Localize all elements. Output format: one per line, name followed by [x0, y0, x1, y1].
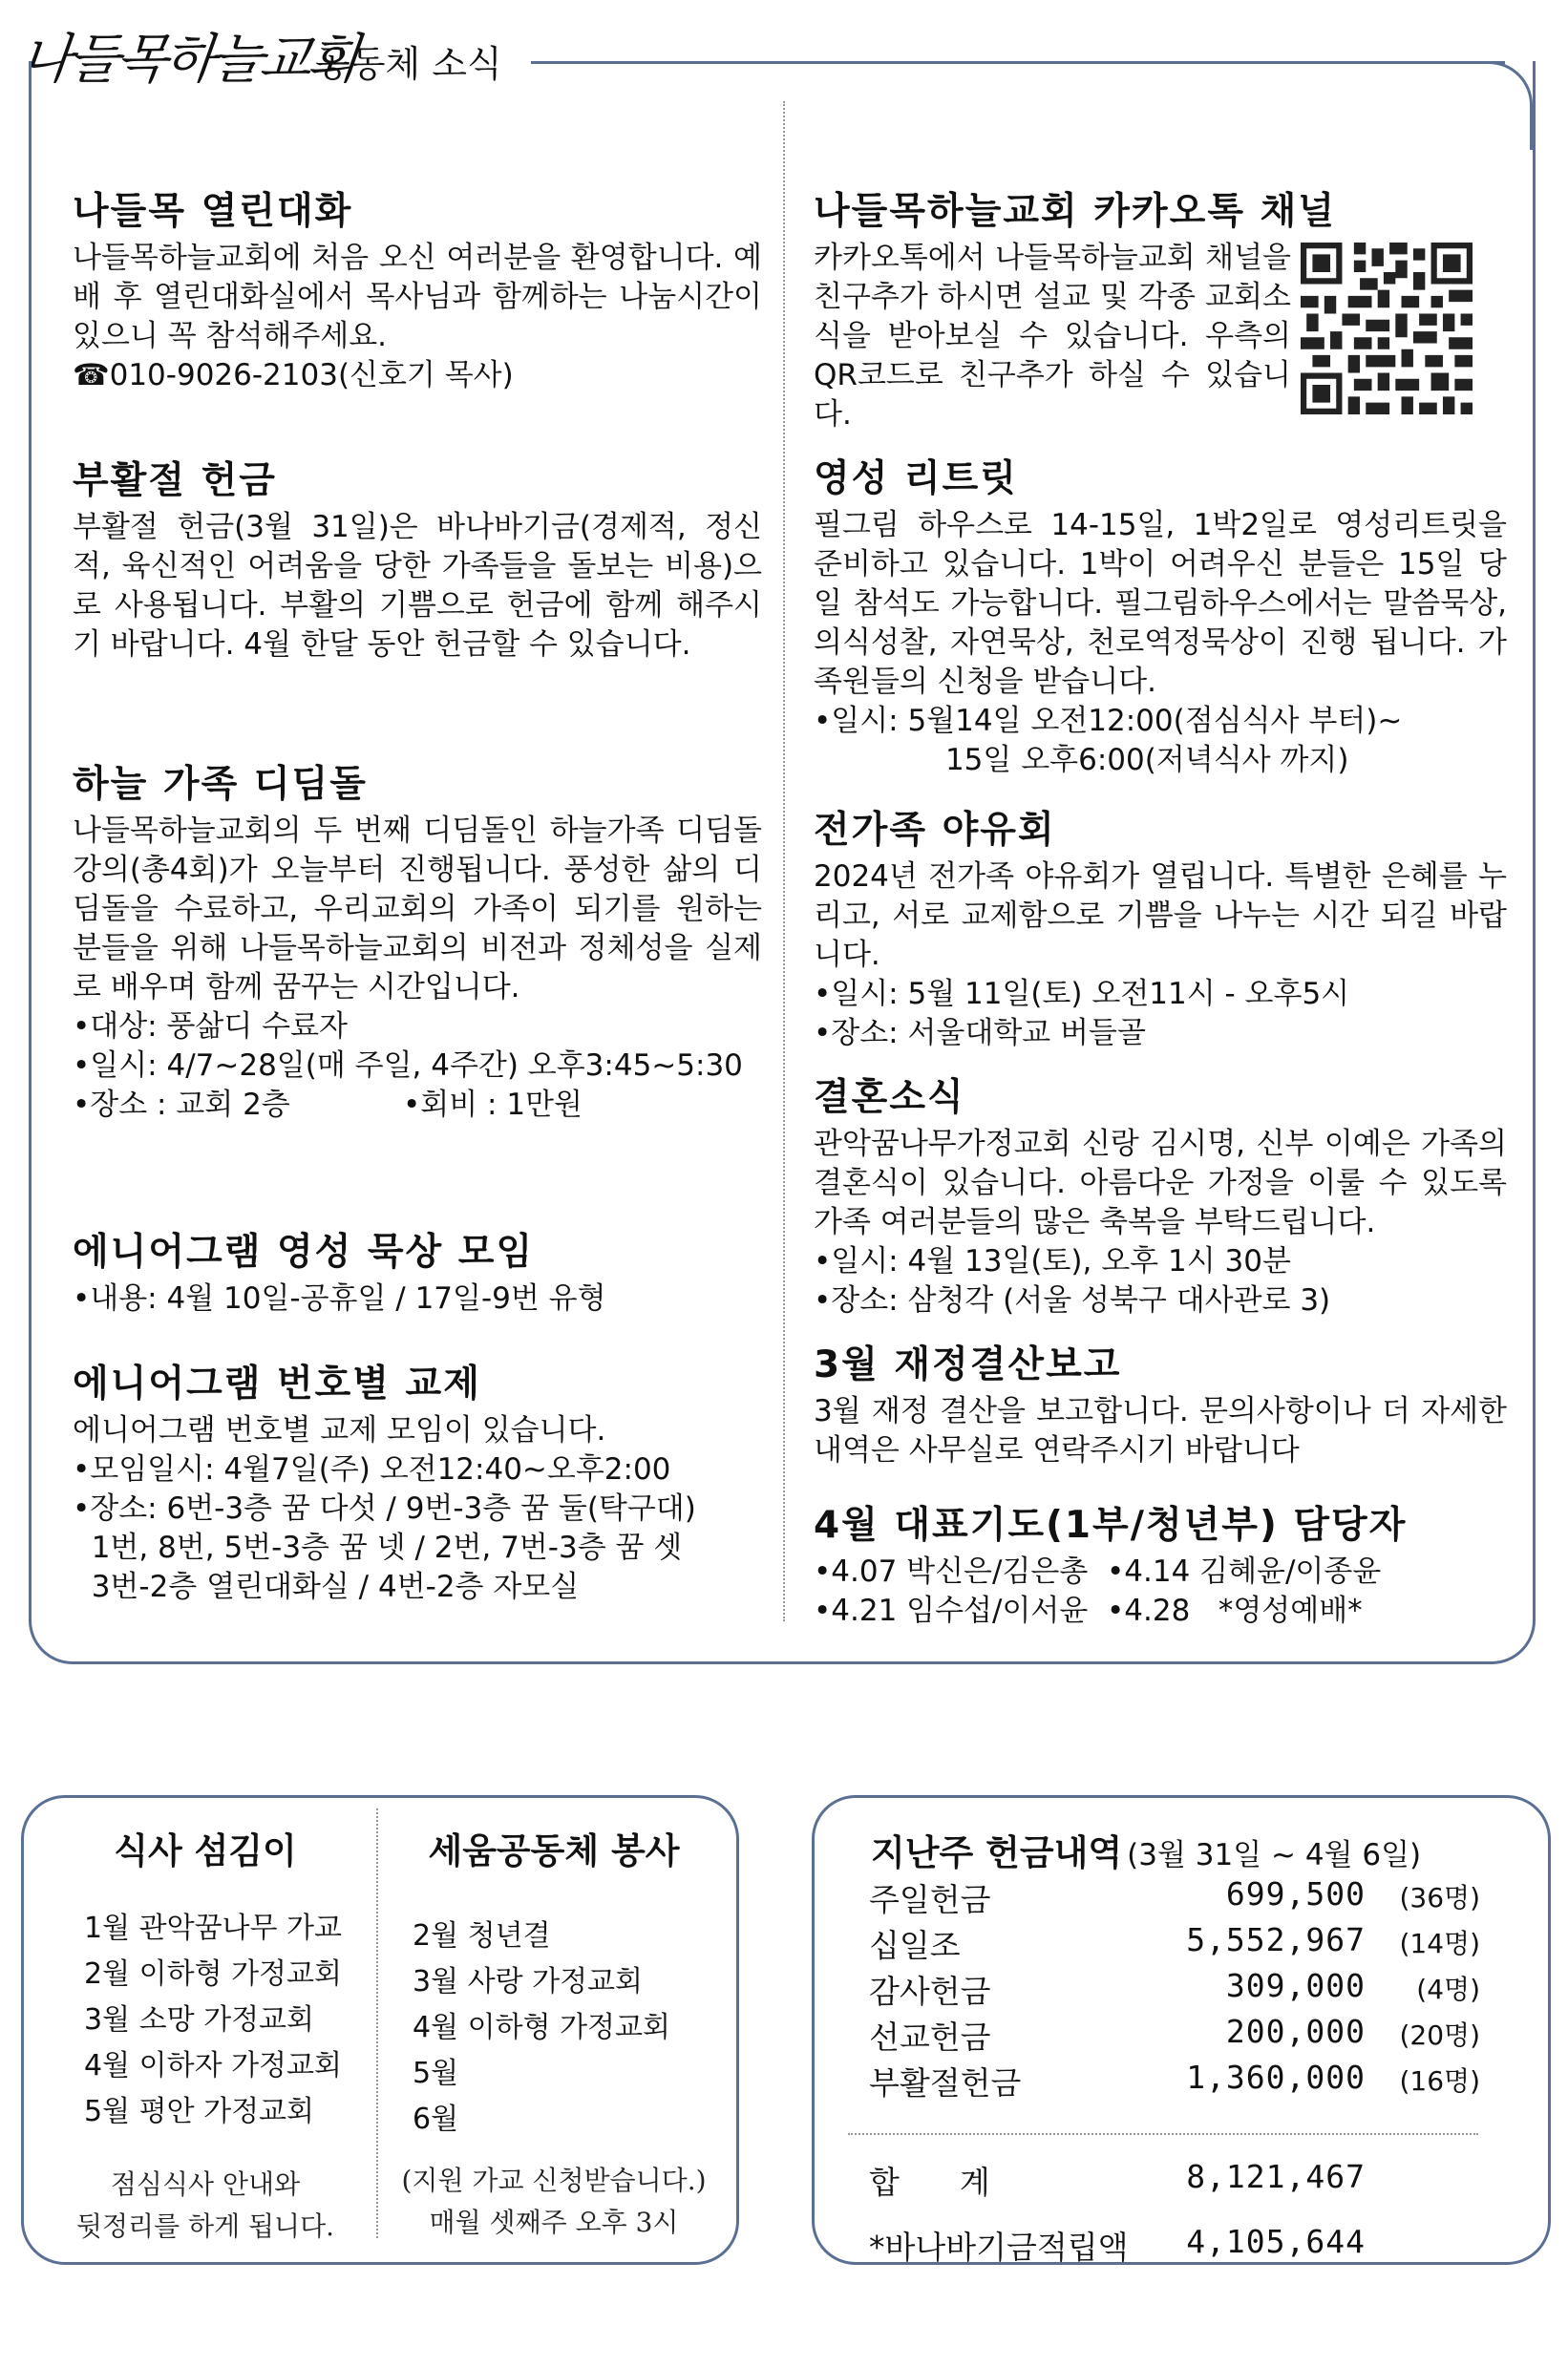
- offering-count: (14명): [1399, 1928, 1480, 1959]
- section-wedding-news: [814, 1068, 1507, 1321]
- list-item: •장소: 6번-3층 꿈 다섯 / 9번-3층 꿈 둘(탁구대): [73, 1491, 696, 1526]
- offering-row: [869, 2013, 1480, 2057]
- offering-row: [869, 1875, 1480, 1919]
- section-title: 부활절 헌금: [73, 459, 277, 502]
- offering-title: 지난주 헌금내역: [871, 1832, 1123, 1873]
- section-kakao-channel: [814, 181, 1336, 434]
- note-line: 점심식사 안내와: [110, 2168, 301, 2200]
- list-item: •일시: 4/7~28일(매 주일, 4주간) 오후3:45~5:30: [73, 1048, 743, 1083]
- offering-count: (4명): [1416, 1974, 1480, 2005]
- offering-header: [871, 1824, 1421, 1875]
- list-item: •4.21 임수섭/이서윤 •4.28 *영성예배*: [814, 1594, 1363, 1628]
- section-title: 결혼소식: [814, 1076, 965, 1119]
- fund-label: *바나바기금적립액: [869, 2229, 1129, 2266]
- list-item: •내용: 4월 10일-공휴일 / 17일-9번 유형: [73, 1281, 606, 1316]
- offering-row: [869, 1921, 1480, 1965]
- total-amount: 8,121,467: [1186, 2158, 1366, 2195]
- list-item: •장소: 삼청각 (서울 성북구 대사관로 3): [814, 1283, 1331, 1318]
- church-logo: 나들목하늘교회: [17, 29, 359, 91]
- section-title: 에니어그램 번호별 교제: [73, 1363, 481, 1406]
- list-item: 5월: [413, 2057, 459, 2090]
- list-item: 3월 사랑 가정교회: [413, 1965, 644, 1998]
- list-item: 4월 이하형 가정교회: [413, 2011, 670, 2044]
- section-body: 나들목하늘교회의 두 번째 디딤돌인 하늘가족 디딤돌 강의(총4회)가 오늘부터 진행됩니다. 풍성한 삶의 디딤돌을 수료하고, 우리교회의 가족이 되기를 원하는 분들을 위해 나들목하늘교회의 비전과 정체성을 실제로 배우며 함께 꿈꾸는 시간입니다.: [73, 814, 762, 1004]
- list-item: 에니어그램 번호별 교제 모임이 있습니다.: [73, 1413, 606, 1448]
- page-subtitle: 공동체 소식: [315, 43, 502, 85]
- section-enneagram-fellowship: [73, 1354, 762, 1607]
- offering-row: [869, 2059, 1480, 2103]
- list-item: •일시: 5월14일 오전12:00(점심식사 부터)~: [814, 704, 1403, 738]
- list-item: 3번-2층 열린대화실 / 4번-2층 자모실: [73, 1570, 580, 1604]
- list-item: 15일 오후6:00(저녁식사 까지): [814, 743, 1349, 777]
- section-title: 영성 리트릿: [814, 457, 1018, 500]
- note-line: (지원 가교 신청받습니다.): [401, 2165, 707, 2196]
- section-title: 에니어그램 영성 묵상 모임: [73, 1231, 535, 1274]
- offering-amount: 200,000: [1225, 2013, 1366, 2050]
- list-item: •대상: 풍삶디 수료자: [73, 1009, 349, 1044]
- section-title: 4월 대표기도(1부/청년부) 담당자: [814, 1504, 1408, 1547]
- offering-amount: 309,000: [1225, 1967, 1366, 2004]
- column-divider: [783, 101, 786, 1621]
- section-body: 부활절 헌금(3월 31일)은 바나바기금(경제적, 정신적, 육신적인 어려움을 당한 가족들을 돌보는 비용)으로 사용됩니다. 부활의 기쁨으로 헌금에 함께 해주시기 바랍니다. 4월 한달 동안 헌금할 수 있습니다.: [73, 510, 762, 662]
- list-item: •모임일시: 4월7일(주) 오전12:40~오후2:00: [73, 1452, 671, 1487]
- section-open-talk: [73, 181, 762, 395]
- list-item: 1번, 8번, 5번-3층 꿈 넷 / 2번, 7번-3층 꿈 셋: [73, 1531, 683, 1565]
- offering-amount: 5,552,967: [1186, 1921, 1366, 1958]
- offering-name: 주일헌금: [869, 1881, 991, 1918]
- list-item: •장소 : 교회 2층 •회비 : 1만원: [73, 1088, 583, 1122]
- section-body: 필그림 하우스로 14-15일, 1박2일로 영성리트릿을 준비하고 있습니다. 1박이 어려우신 분들은 15일 당일 참석도 가능합니다. 필그림하우스에서는 말씀묵상, 의식성찰, 자연묵상, 천로역정묵상이 진행 됩니다. 가족원들의 신청을 받습니다.: [814, 508, 1507, 699]
- offering-count: (36명): [1399, 1882, 1480, 1913]
- section-title: 하늘 가족 디딤돌: [73, 763, 368, 806]
- offering-count: (20명): [1399, 2019, 1480, 2051]
- offering-fund-row: [869, 2223, 1480, 2267]
- offering-row: [869, 1967, 1480, 2011]
- qr-code-icon[interactable]: [1301, 243, 1473, 414]
- section-title: 3월 재정결산보고: [814, 1343, 1122, 1386]
- service-list: [413, 1913, 670, 2143]
- section-title: 전가족 야유회: [814, 809, 1056, 852]
- list-item: •장소: 서울대학교 버들골: [814, 1016, 1146, 1050]
- offering-name: 십일조: [869, 1927, 961, 1964]
- section-easter-offering: [73, 451, 762, 665]
- note-line: 매월 셋째주 오후 3시: [429, 2207, 679, 2238]
- service-title: 세움공동체 봉사: [428, 1830, 680, 1871]
- list-item: 2월 청년결: [413, 1919, 551, 1953]
- section-family-stepping-stone: [73, 754, 762, 1125]
- fund-amount: 4,105,644: [1186, 2223, 1366, 2260]
- list-item: •일시: 5월 11일(토) 오전11시 - 오후5시: [814, 977, 1350, 1011]
- section-body: 2024년 전가족 야유회가 열립니다. 특별한 은혜를 누리고, 서로 교제함으로 기쁨을 나누는 시간 되길 바랍니다.: [814, 859, 1507, 972]
- section-spiritual-retreat: [814, 449, 1507, 780]
- section-family-picnic: [814, 800, 1507, 1053]
- list-item: •일시: 4월 13일(토), 오후 1시 30분: [814, 1244, 1291, 1279]
- section-body: 카카오톡에서 나들목하늘교회 채널을 친구추가 하시면 설교 및 각종 교회소식을 받아보실 수 있습니다. 우측의 QR코드로 친구추가 하실 수 있습니다.: [814, 241, 1291, 432]
- list-item: •4.07 박신은/김은총 •4.14 김혜윤/이종윤: [814, 1554, 1382, 1589]
- news-panel-corner: [1440, 61, 1533, 150]
- list-item: 5월 평안 가정교회: [84, 2095, 315, 2128]
- meal-title: 식사 섬김이: [114, 1830, 297, 1871]
- note-line: 뒷정리를 하게 됩니다.: [75, 2210, 335, 2242]
- total-label: 합 계: [869, 2164, 990, 2201]
- offering-name: 선교헌금: [869, 2019, 991, 2056]
- offering-name: 감사헌금: [869, 1973, 991, 2010]
- offering-amount: 1,360,000: [1186, 2059, 1366, 2096]
- offering-period: (3월 31일 ~ 4월 6일): [1127, 1838, 1422, 1872]
- section-body: 나들목하늘교회에 처음 오신 여러분을 환영합니다. 예배 후 열린대화실에서 목사님과 함께하는 나눔시간이 있으니 꼭 참석해주세요.: [73, 241, 762, 353]
- section-title: 나들목하늘교회 카카오톡 채널: [814, 190, 1336, 233]
- section-finance-report: [814, 1335, 1507, 1470]
- meal-list: [84, 1906, 342, 2135]
- offering-count: (16명): [1399, 2065, 1480, 2097]
- section-enneagram-meditation: [73, 1222, 762, 1319]
- section-prayer-leaders: [814, 1495, 1507, 1631]
- service-note: [382, 2160, 726, 2244]
- section-body: 관악꿈나무가정교회 신랑 김시명, 신부 이예은 가족의 결혼식이 있습니다. 아름다운 가정을 이룰 수 있도록 가족 여러분들의 많은 축복을 부탁드립니다.: [814, 1127, 1507, 1239]
- list-item: 3월 소망 가정교회: [84, 2003, 315, 2037]
- offering-amount: 699,500: [1225, 1875, 1366, 1913]
- meal-note: [38, 2164, 372, 2248]
- section-body: 3월 재정 결산을 보고합니다. 문의사항이나 더 자세한 내역은 사무실로 연락주시기 바랍니다: [814, 1394, 1507, 1468]
- list-item: 1월 관악꿈나무 가교: [84, 1912, 342, 1945]
- offering-name: 부활절헌금: [869, 2064, 1022, 2102]
- offering-total-row: [869, 2158, 1480, 2202]
- list-item: 4월 이하자 가정교회: [84, 2049, 342, 2083]
- list-item: 2월 이하형 가정교회: [84, 1957, 342, 1991]
- contact-phone: ☎010-9026-2103(신호기 목사): [73, 358, 514, 392]
- box-divider: [376, 1808, 379, 2238]
- section-title: 나들목 열린대화: [73, 190, 353, 233]
- list-item: 6월: [413, 2103, 459, 2136]
- sum-divider: [848, 2133, 1478, 2136]
